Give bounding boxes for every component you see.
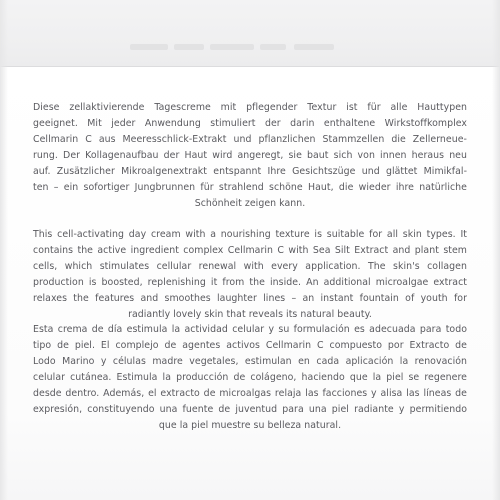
text-line: cells, which stimulates cellular renewal with every application. The skin's collagen bbox=[33, 261, 467, 272]
text-line: celular cutánea. Estimula la producción de colágeno, haciendo que la piel se regenere bbox=[33, 372, 467, 383]
left-shadow bbox=[0, 0, 8, 500]
german-description bbox=[33, 100, 467, 212]
text-line: radiantly lovely skin that reveals its natural beauty. bbox=[128, 309, 372, 320]
text-line: relaxes the features and smoothes laughter lines – an instant fountain of youth for bbox=[33, 293, 467, 304]
text-line: This cell-activating day cream with a nourishing texture is suitable for all skin types. It bbox=[33, 229, 467, 240]
text-line: ten – ein sofortiger Jungbrunnen für strahlend schöne Haut, die wieder ihre natürliche bbox=[33, 182, 467, 193]
text-line: Esta crema de día estimula la actividad celular y su formulación es adecuada para todo bbox=[33, 324, 467, 335]
text-line: Schönheit zeigen kann. bbox=[194, 198, 306, 209]
text-line: expresión, constituyendo una fuente de juventud para una piel radiante y permitiendo bbox=[33, 404, 467, 415]
box-top-face bbox=[0, 0, 500, 66]
text-line: desde dentro. Además, el extracto de microalgas relaja las facciones y alisa las líneas de bbox=[33, 388, 467, 399]
text-line: Cellmarin C aus Meeresschlick-Extrakt und pflanzlichen Stammzellen die Zellerneue- bbox=[33, 134, 467, 145]
text-line: production is boosted, replenishing it from the inside. An additional microalgae extract bbox=[33, 277, 467, 288]
text-line: que la piel muestre su belleza natural. bbox=[158, 420, 342, 431]
text-line: rung. Der Kollagenaufbau der Haut wird angeregt, sie baut sich von innen heraus neu bbox=[33, 150, 467, 161]
spanish-description bbox=[33, 322, 467, 434]
text-line: auf. Zusätzlicher Mikroalgenextrakt entspannt Ihre Gesichtszüge und glättet Mimikfal- bbox=[33, 166, 467, 177]
text-line: Lodo Marino y células madre vegetales, estimulan en cada aplicación la renovación bbox=[33, 356, 467, 367]
text-line: geeignet. Mit jeder Anwendung stimuliert der darin enthaltene Wirkstoffkomplex bbox=[33, 118, 467, 129]
embossed-logo bbox=[130, 44, 370, 52]
text-line: contains the active ingredient complex Cellmarin C with Sea Silt Extract and plant stem bbox=[33, 245, 467, 256]
english-description bbox=[33, 227, 467, 323]
box-edge bbox=[0, 66, 500, 67]
text-line: tipo de piel. El complejo de agentes activos Cellmarin C compuesto por Extracto de bbox=[33, 340, 467, 351]
right-shadow bbox=[492, 0, 500, 500]
text-line: Diese zellaktivierende Tagescreme mit pflegender Textur ist für alle Hauttypen bbox=[33, 102, 467, 113]
